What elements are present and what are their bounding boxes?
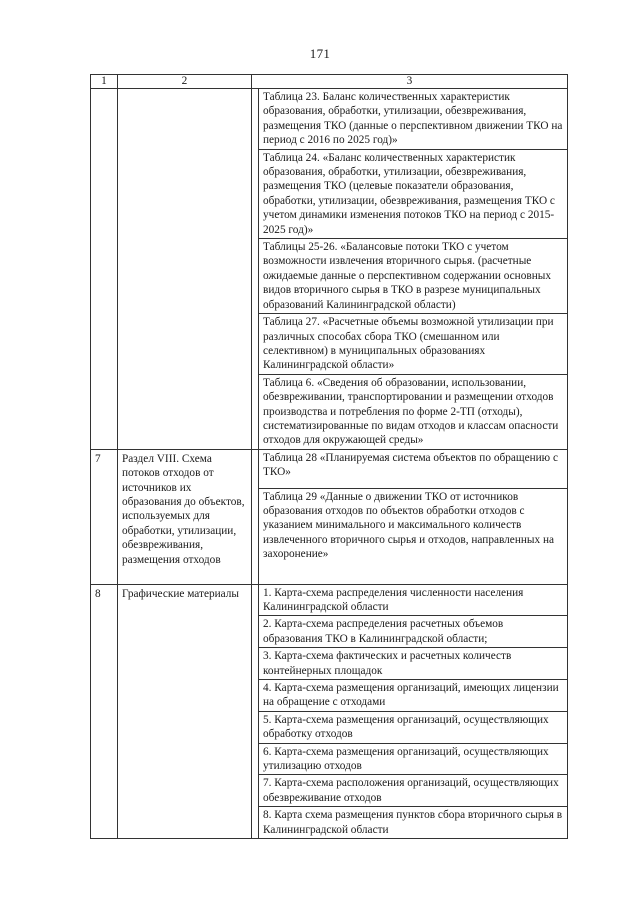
row-number-cell (91, 89, 118, 450)
list-item (259, 374, 568, 449)
list-item-text: 2. Карта-схема распределения расчетных объемов образования ТКО в Калининградской области; (259, 616, 568, 648)
list-item-text: Таблицы 25-26. «Балансовые потоки ТКО с учетом возможности извлечения вторичного сырья. (расчетные ожидаемые данные о перспективном содержании основных видов вторичного сырья в ТКО в разрезе муниципальных образований Калининградской области) (259, 239, 568, 314)
list-item-text: 4. Карта-схема размещения организаций, имеющих лицензии на обращение с отходами (259, 680, 568, 712)
list-item-text: 7. Карта-схема расположения организаций, осуществляющих обезвреживание отходов (259, 775, 568, 807)
table-header-row (91, 75, 568, 89)
list-item (259, 743, 568, 775)
nested-item-list (258, 450, 567, 584)
column-header-3: 3 (252, 75, 568, 89)
row-number-cell: 7 (91, 449, 118, 584)
table-row (91, 584, 568, 839)
column-header-1: 1 (91, 75, 118, 89)
list-item-text: 5. Карта-схема размещения организаций, осуществляющих обработку отходов (259, 711, 568, 743)
list-item-text: 8. Карта схема размещения пунктов сбора вторичного сырья в Калининградской области (259, 807, 568, 838)
section-cell: Графические материалы (118, 584, 252, 839)
list-item (259, 775, 568, 807)
items-cell (252, 89, 568, 450)
list-item-text: 1. Карта-схема распределения численности населения Калининградской области (259, 585, 568, 616)
section-cell (118, 89, 252, 450)
nested-item-list (258, 89, 567, 449)
list-item (259, 239, 568, 314)
table-row (91, 89, 568, 450)
list-item (259, 488, 568, 584)
list-item-text: 3. Карта-схема фактических и расчетных количеств контейнерных площадок (259, 648, 568, 680)
list-item (259, 711, 568, 743)
page-number: 171 (309, 46, 331, 61)
items-cell (252, 449, 568, 584)
items-cell (252, 584, 568, 839)
nested-item-list (258, 585, 567, 839)
list-item (259, 648, 568, 680)
column-header-2: 2 (118, 75, 252, 89)
list-item-text: Таблица 6. «Сведения об образовании, использовании, обезвреживании, транспортировании и размещении отходов производства и потребления по форме 2-ТП (отходы), систематизированные по видам отходов и классам опасности отходов для окружающей среды» (259, 374, 568, 449)
list-item (259, 149, 568, 238)
list-item (259, 585, 568, 616)
list-item-text: Таблица 29 «Данные о движении ТКО от источников образования отходов по объектов обработки отходов с указанием минимального и максимального количеств извлеченного вторичного сырья и отходов, направленных на захоронение» (259, 488, 568, 584)
section-cell: Раздел VIII. Схема потоков отходов от источников их образования до объектов, используемых для обработки, утилизации, обезвреживания, размещения отходов (118, 449, 252, 584)
list-item (259, 314, 568, 375)
list-item-text: 6. Карта-схема размещения организаций, осуществляющих утилизацию отходов (259, 743, 568, 775)
list-item (259, 616, 568, 648)
list-item-text: Таблица 24. «Баланс количественных характеристик образования, обработки, утилизации, обезвреживания, размещения ТКО (целевые показатели образования, обработки, утилизации, обезвреживания, размещения ТКО с учетом динамики изменения потоков ТКО на период с 2015-2025 год)» (259, 149, 568, 238)
table-row (91, 449, 568, 584)
list-item (259, 807, 568, 838)
list-item (259, 680, 568, 712)
list-item-text: Таблица 27. «Расчетные объемы возможной утилизации при различных способах сбора ТКО (смешанном или селективном) в муниципальных образованиях Калининградской области» (259, 314, 568, 375)
list-item-text: Таблица 23. Баланс количественных характеристик образования, обработки, утилизации, обезвреживания, размещения ТКО (данные о перспективном движении ТКО на период с 2016 по 2025 год)» (259, 89, 568, 149)
list-item (259, 450, 568, 488)
document-table (90, 74, 568, 839)
row-number-cell: 8 (91, 584, 118, 839)
list-item (259, 89, 568, 149)
list-item-text: Таблица 28 «Планируемая система объектов по обращению с ТКО» (259, 450, 568, 488)
